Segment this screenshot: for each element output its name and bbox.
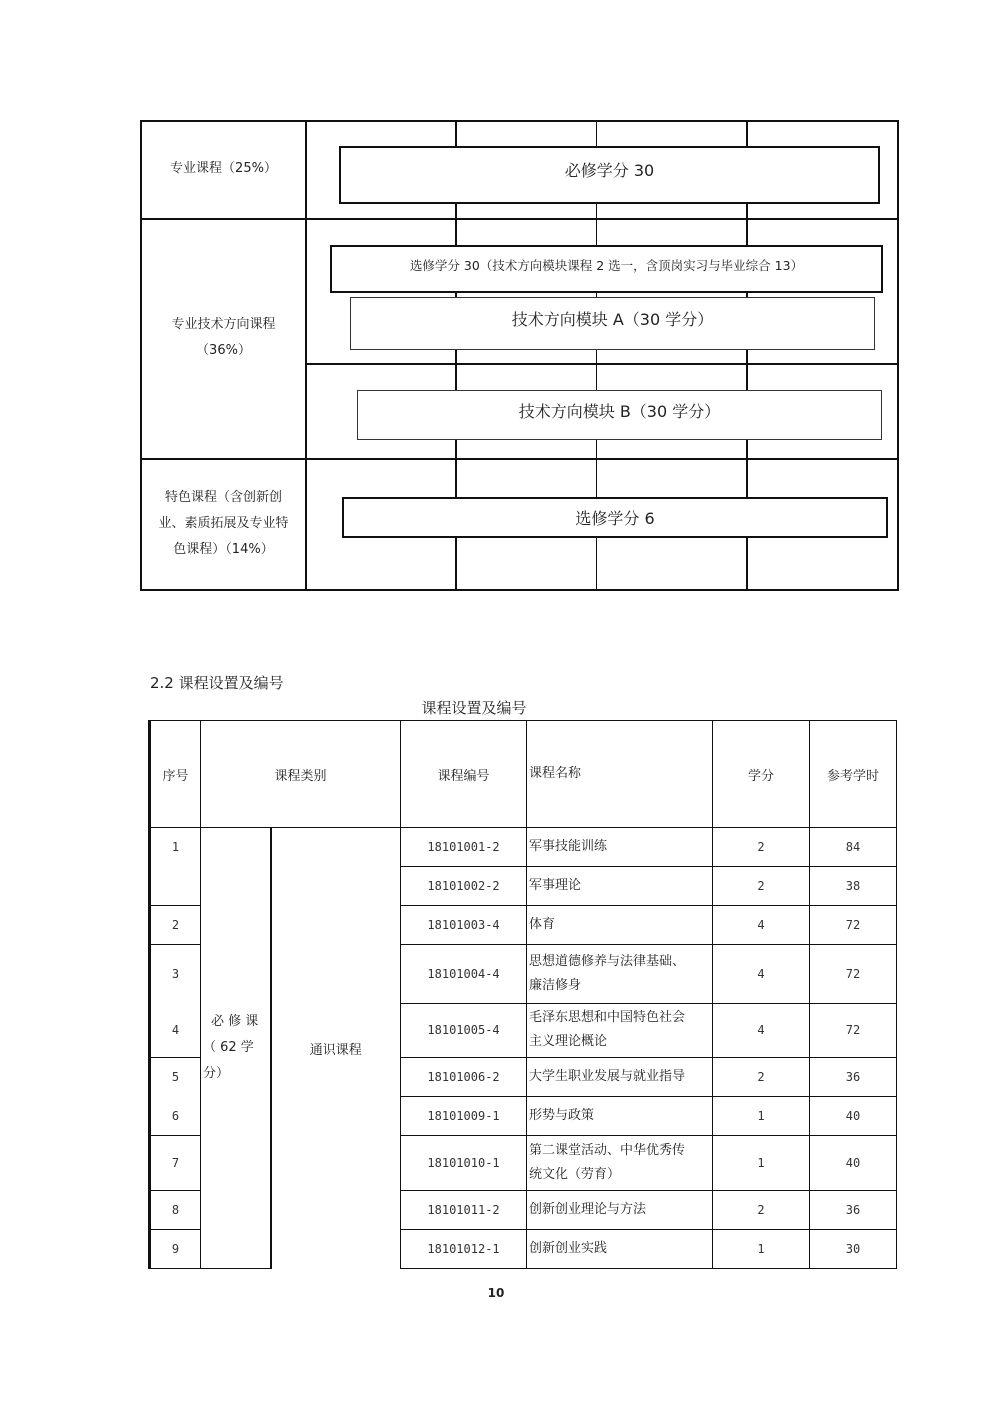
frame-bottom — [140, 589, 899, 591]
row-credits: 1 — [713, 1097, 810, 1136]
row-no: 4 — [150, 1003, 201, 1058]
row-sep-2 — [305, 363, 899, 365]
row-credits: 2 — [713, 867, 810, 906]
row-name: 思想道德修养与法律基础、 廉洁修身 — [527, 945, 713, 1004]
row-no: 8 — [150, 1191, 201, 1230]
row-code: 18101010-1 — [401, 1136, 527, 1191]
row-credits: 1 — [713, 1136, 810, 1191]
table-row — [150, 828, 897, 867]
header-no: 序号 — [150, 721, 201, 828]
header-credits: 学分 — [713, 721, 810, 828]
row-name: 形势与政策 — [527, 1097, 713, 1136]
header-name: 课程名称 — [527, 721, 713, 828]
row-no: 1 — [150, 828, 201, 867]
row-code: 18101003-4 — [401, 906, 527, 945]
row-credits: 4 — [713, 945, 810, 1004]
row-no — [150, 867, 201, 906]
table-header-row — [150, 721, 897, 828]
row-no: 9 — [150, 1230, 201, 1269]
row-hours: 30 — [810, 1230, 897, 1269]
category-general-cell: 通识课程 — [271, 828, 401, 1269]
row-code: 18101011-2 — [401, 1191, 527, 1230]
category-technical-direction: 专业技术方向课程 （36%） — [171, 317, 276, 358]
frame-right — [897, 120, 899, 591]
row-code: 18101005-4 — [401, 1003, 527, 1058]
row-hours: 72 — [810, 945, 897, 1004]
table-caption: 课程设置及编号 — [421, 699, 527, 717]
course-table — [148, 720, 897, 1269]
category-divider — [305, 120, 307, 591]
row-code: 18101012-1 — [401, 1230, 527, 1269]
row-sep-1 — [140, 218, 899, 220]
row-sep-3 — [140, 458, 899, 460]
row-name: 毛泽东思想和中国特色社会 主义理论概论 — [527, 1003, 713, 1058]
row-no: 3 — [150, 945, 201, 1004]
row-name: 体育 — [527, 906, 713, 945]
row-code: 18101006-2 — [401, 1058, 527, 1097]
row-credits: 4 — [713, 1003, 810, 1058]
row-no: 5 — [150, 1058, 201, 1097]
module-b-box: 技术方向模块 B（30 学分） — [357, 390, 882, 440]
row-hours: 40 — [810, 1136, 897, 1191]
elective-note-box: 选修学分 30（技术方向模块课程 2 选一，含顶岗实习与毕业综合 13） — [330, 245, 883, 293]
row-credits: 2 — [713, 828, 810, 867]
row-name: 军事技能训练 — [527, 828, 713, 867]
category-required-cell: 必 修 课 （ 62 学 分） — [201, 828, 271, 1269]
row-credits: 4 — [713, 906, 810, 945]
frame-top — [140, 120, 899, 122]
row-code: 18101002-2 — [401, 867, 527, 906]
row-name: 创新创业实践 — [527, 1230, 713, 1269]
category-professional: 专业课程（25%） — [170, 161, 277, 176]
row-name: 创新创业理论与方法 — [527, 1191, 713, 1230]
required-credits-box: 必修学分 30 — [339, 146, 880, 204]
row-code: 18101009-1 — [401, 1097, 527, 1136]
row-hours: 72 — [810, 1003, 897, 1058]
row-credits: 2 — [713, 1191, 810, 1230]
header-code: 课程编号 — [401, 721, 527, 828]
row-name: 第二课堂活动、中华优秀传 统文化（劳育） — [527, 1136, 713, 1191]
category-feature: 特色课程（含创新创 业、素质拓展及专业特 色课程）（14%） — [158, 490, 289, 557]
row-no: 6 — [150, 1097, 201, 1136]
row-hours: 38 — [810, 867, 897, 906]
row-code: 18101004-4 — [401, 945, 527, 1004]
row-hours: 40 — [810, 1097, 897, 1136]
row-no: 7 — [150, 1136, 201, 1191]
module-a-box: 技术方向模块 A（30 学分） — [350, 297, 875, 350]
header-category: 课程类别 — [201, 721, 401, 828]
section-heading: 2.2 课程设置及编号 — [150, 674, 284, 692]
row-name: 军事理论 — [527, 867, 713, 906]
row-hours: 36 — [810, 1058, 897, 1097]
row-hours: 36 — [810, 1191, 897, 1230]
row-credits: 2 — [713, 1058, 810, 1097]
row-no: 2 — [150, 906, 201, 945]
row-credits: 1 — [713, 1230, 810, 1269]
header-hours: 参考学时 — [810, 721, 897, 828]
row-name: 大学生职业发展与就业指导 — [527, 1058, 713, 1097]
page-number: 10 — [487, 1286, 505, 1300]
row-code: 18101001-2 — [401, 828, 527, 867]
row-hours: 84 — [810, 828, 897, 867]
row-hours: 72 — [810, 906, 897, 945]
elective-six-box: 选修学分 6 — [342, 497, 888, 538]
